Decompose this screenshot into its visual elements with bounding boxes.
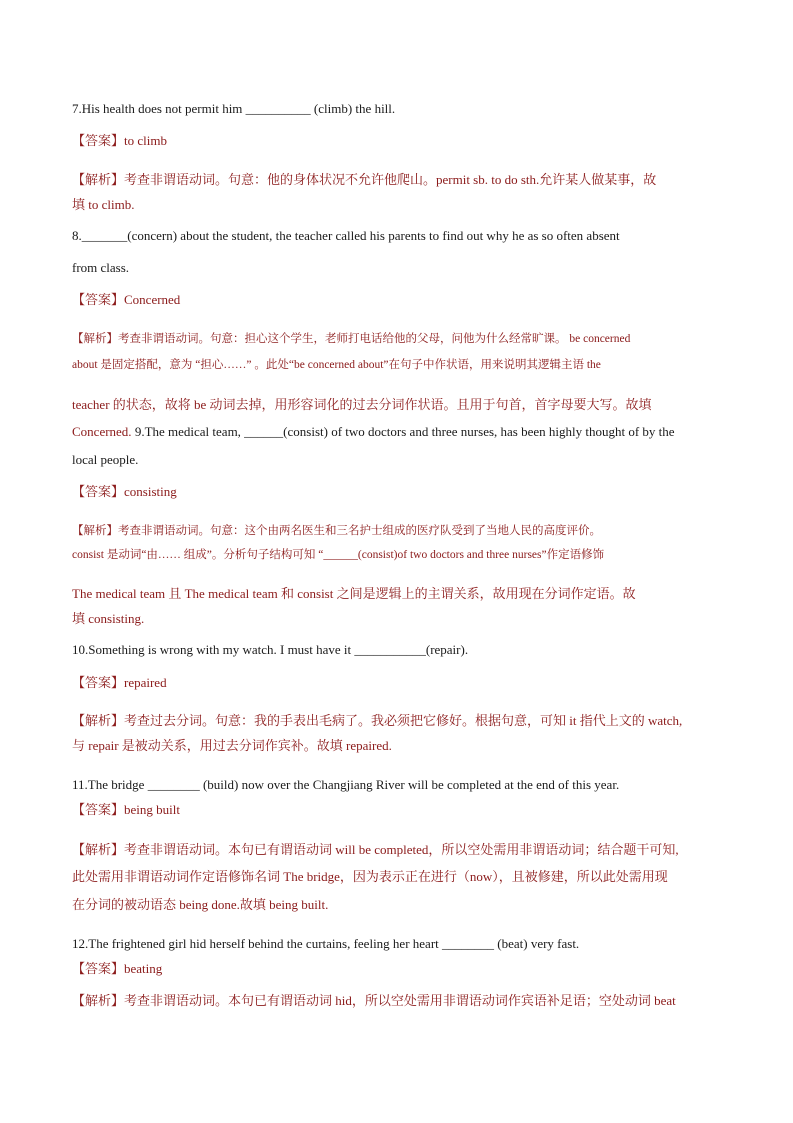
answer-line: 【答案】consisting bbox=[72, 484, 177, 499]
analysis-continued-line: The medical team 且 The medical team 和 consist 之间是逻辑上的主谓关系，故用现在分词作定语。故 bbox=[72, 586, 636, 601]
answer-line: 【答案】repaired bbox=[72, 675, 167, 690]
analysis-line: 【解析】考查非谓语动词。本句已有谓语动词 hid，所以空处需用非谓语动词作宾语补足语；空处动词 beat bbox=[72, 993, 676, 1008]
analysis-continued-line: about 是固定搭配，意为 “担心……” 。此处“be concerned about”在句子中作状语，用来说明其逻辑主语 the bbox=[72, 359, 601, 371]
answer-fill-text: Concerned. bbox=[72, 424, 135, 439]
question-line: 10.Something is wrong with my watch. I must have it ___________(repair). bbox=[72, 642, 469, 657]
answer-line: 【答案】Concerned bbox=[72, 292, 181, 307]
analysis-continued-line: 此处需用非谓语动词作定语修饰名词 The bridge，因为表示正在进行（now），且被修建，所以此处需用现 bbox=[72, 869, 668, 884]
analysis-line: 【解析】考查非谓语动词。句意：他的身体状况不允许他爬山。permit sb. to do sth.允许某人做某事，故 bbox=[72, 172, 657, 187]
analysis-line: 【解析】考查非谓语动词。本句已有谓语动词 will be completed，所以空处需用非谓语动词；结合题干可知, bbox=[72, 842, 679, 857]
analysis-line: 【解析】考查非谓语动词。句意：这个由两名医生和三名护士组成的医疗队受到了当地人民的高度评价。 bbox=[72, 525, 601, 537]
question-line: 12.The frightened girl hid herself behind the curtains, feeling her heart ________ (beat) very fast. bbox=[72, 936, 580, 951]
question-line: from class. bbox=[72, 260, 130, 275]
question-line: 8._______(concern) about the student, the teacher called his parents to find out why he as so often absent bbox=[72, 228, 620, 243]
answer-line: 【答案】being built bbox=[72, 802, 180, 817]
answer-line: 【答案】beating bbox=[72, 961, 163, 976]
analysis-line: 【解析】考查过去分词。句意：我的手表出毛病了。我必须把它修好。根据句意，可知 it 指代上文的 watch, bbox=[72, 713, 683, 728]
analysis-continued-line: 填 to climb. bbox=[72, 197, 135, 212]
analysis-continued-line: teacher 的状态，故将 be 动词去掉，用形容词化的过去分词作状语。且用于句首，首字母要大写。故填 bbox=[72, 397, 652, 412]
answer-line: 【答案】to climb bbox=[72, 133, 167, 148]
question-line: 11.The bridge ________ (build) now over the Changjiang River will be completed at the end of this year. bbox=[72, 777, 620, 792]
analysis-continued-line: 与 repair 是被动关系，用过去分词作宾补。故填 repaired. bbox=[72, 738, 392, 753]
question-line: 7.His health does not permit him __________ (climb) the hill. bbox=[72, 101, 396, 116]
analysis-continued-line: 填 consisting. bbox=[72, 611, 145, 626]
question-line: local people. bbox=[72, 452, 139, 467]
text-line-mixed bbox=[72, 423, 675, 441]
analysis-continued-line: 在分词的被动语态 being done.故填 being built. bbox=[72, 897, 329, 912]
analysis-line: 【解析】考查非谓语动词。句意：担心这个学生，老师打电话给他的父母，问他为什么经常旷课。 be concerned bbox=[72, 333, 631, 345]
question-text: 9.The medical team, ______(consist) of two doctors and three nurses, has been highly thought of by the bbox=[134, 424, 675, 439]
analysis-continued-line: consist 是动词“由…… 组成”。分析句子结构可知 “______(consist)of two doctors and three nurses”作定语修饰 bbox=[72, 549, 605, 561]
